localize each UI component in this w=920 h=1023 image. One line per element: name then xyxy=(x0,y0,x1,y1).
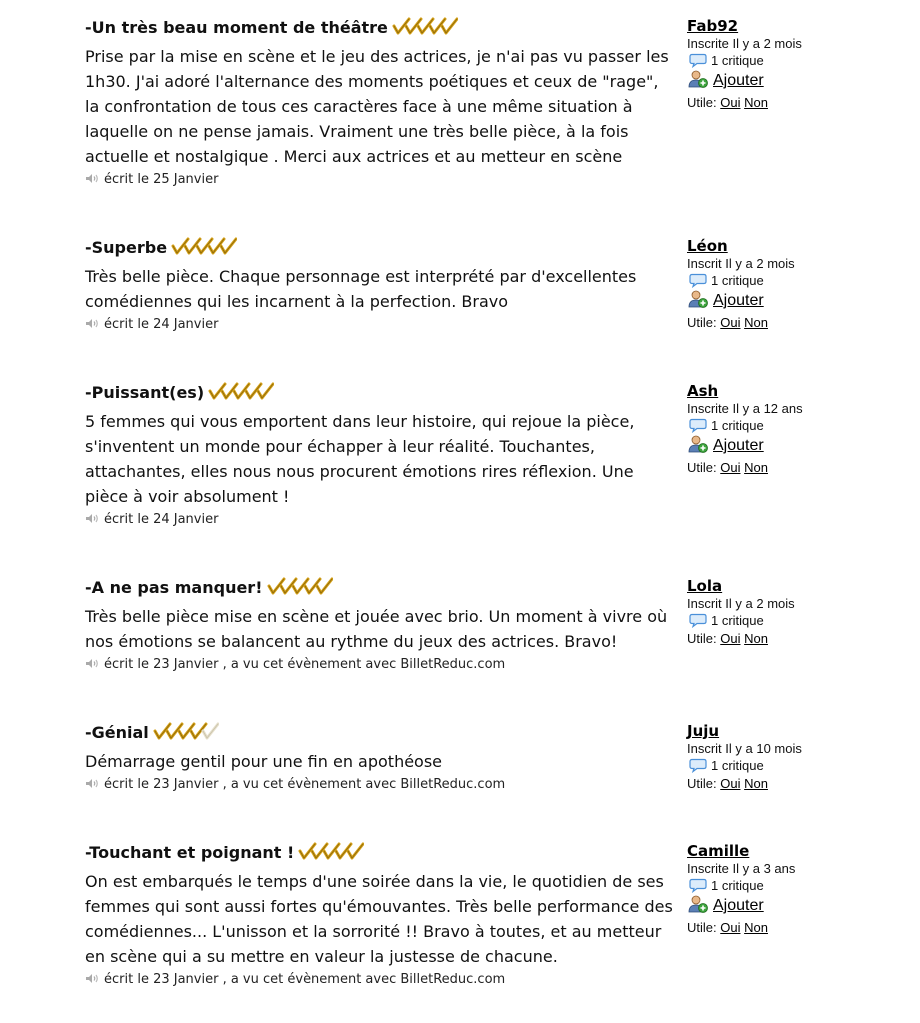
user-name-link[interactable]: Lola xyxy=(687,577,723,595)
add-user-row xyxy=(687,434,912,456)
review-date xyxy=(85,776,675,795)
useful-no-link[interactable]: Non xyxy=(744,315,768,330)
add-user-row xyxy=(687,289,912,311)
critique-count[interactable] xyxy=(687,757,912,774)
user-name-link[interactable]: Camille xyxy=(687,842,750,860)
critique-count[interactable] xyxy=(687,52,912,69)
user-since: Inscrit Il y a 2 mois xyxy=(687,256,795,271)
user-since: Inscrit Il y a 2 mois xyxy=(687,596,795,611)
critique-count[interactable] xyxy=(687,877,912,894)
speech-bubble-icon xyxy=(689,53,711,68)
review-title xyxy=(85,576,675,601)
critique-count-text[interactable]: 1 critique xyxy=(711,878,764,893)
add-user-row xyxy=(687,894,912,916)
review-body: Très belle pièce mise en scène et jouée avec brio. Un moment à vivre où nos émotions se balancent au rythme du jeux des actrices. Bravo! xyxy=(85,607,668,651)
add-user-icon xyxy=(687,897,713,914)
useful-vote xyxy=(687,458,912,478)
review-title xyxy=(85,721,675,746)
useful-label: Utile: xyxy=(687,776,717,791)
useful-no-link[interactable]: Non xyxy=(744,776,768,791)
useful-label: Utile: xyxy=(687,631,717,646)
speech-bubble-icon xyxy=(689,273,711,288)
speech-bubble-icon xyxy=(689,613,711,628)
add-user-icon xyxy=(687,437,713,454)
check-rating-icon xyxy=(208,381,274,406)
user-since: Inscrite Il y a 2 mois xyxy=(687,36,802,51)
add-user-icon xyxy=(687,72,713,89)
useful-vote xyxy=(687,93,912,113)
speaker-icon xyxy=(85,512,99,530)
review-date xyxy=(85,656,675,675)
review-title xyxy=(85,16,675,41)
critique-count-text[interactable]: 1 critique xyxy=(711,53,764,68)
add-user-link[interactable]: Ajouter xyxy=(713,437,764,454)
user-name-link[interactable]: Fab92 xyxy=(687,17,739,35)
review-body: Démarrage gentil pour une fin en apothéose xyxy=(85,752,443,771)
review-title xyxy=(85,236,675,261)
review-date-text: écrit le 24 Janvier xyxy=(104,512,219,527)
review-body: On est embarqués le temps d'une soirée dans la vie, le quotidien de ses femmes qui sont aussi fortes qu'émouvantes. Très belle performance des comédiennes... L'unisson et la sorrorité !! Bravo à toutes, et au metteur en scène qui a su mettre en valeur la justesse de chacune. xyxy=(85,872,673,966)
check-rating-icon xyxy=(153,721,219,746)
check-rating-icon xyxy=(171,236,237,261)
useful-vote xyxy=(687,629,912,649)
useful-label: Utile: xyxy=(687,920,717,935)
critique-count[interactable] xyxy=(687,612,912,629)
speaker-icon xyxy=(85,657,99,675)
review-body: 5 femmes qui vous emportent dans leur histoire, qui rejoue la pièce, s'inventent un monde pour échapper à leur réalité. Touchantes, attachantes, elles nous nous procurent émotions rires réflexion. Une pièce à voir absolument ! xyxy=(85,412,635,506)
useful-vote xyxy=(687,774,912,794)
add-user-row xyxy=(687,69,912,91)
review-body: Très belle pièce. Chaque personnage est interprété par d'excellentes comédiennes qui les incarnent à la perfection. Bravo xyxy=(85,267,637,311)
review-title xyxy=(85,381,675,406)
review-date xyxy=(85,971,675,990)
speaker-icon xyxy=(85,972,99,990)
critique-count-text[interactable]: 1 critique xyxy=(711,613,764,628)
useful-yes-link[interactable]: Oui xyxy=(720,776,741,791)
review-title-text: -Touchant et poignant ! xyxy=(85,843,295,862)
check-rating-icon xyxy=(267,576,333,601)
review-title-text: -Un très beau moment de théâtre xyxy=(85,18,388,37)
speaker-icon xyxy=(85,777,99,795)
review-title xyxy=(85,841,675,866)
useful-vote xyxy=(687,313,912,333)
user-name-link[interactable]: Léon xyxy=(687,237,728,255)
review-title-text: -Superbe xyxy=(85,238,168,257)
add-user-icon xyxy=(687,292,713,309)
review-date-text: écrit le 23 Janvier , a vu cet évènement avec BilletReduc.com xyxy=(104,972,506,987)
critique-count[interactable] xyxy=(687,417,912,434)
useful-label: Utile: xyxy=(687,460,717,475)
check-rating-icon xyxy=(392,16,458,41)
user-since: Inscrite Il y a 12 ans xyxy=(687,401,803,416)
speaker-icon xyxy=(85,317,99,335)
useful-yes-link[interactable]: Oui xyxy=(720,920,741,935)
review-title-text: -A ne pas manquer! xyxy=(85,578,263,597)
speech-bubble-icon xyxy=(689,758,711,773)
review-date xyxy=(85,171,675,190)
critique-count-text[interactable]: 1 critique xyxy=(711,758,764,773)
add-user-link[interactable]: Ajouter xyxy=(713,292,764,309)
check-rating-icon xyxy=(298,841,364,866)
add-user-link[interactable]: Ajouter xyxy=(713,897,764,914)
user-since: Inscrit Il y a 10 mois xyxy=(687,741,802,756)
useful-no-link[interactable]: Non xyxy=(744,920,768,935)
add-user-link[interactable]: Ajouter xyxy=(713,72,764,89)
critique-count[interactable] xyxy=(687,272,912,289)
useful-yes-link[interactable]: Oui xyxy=(720,460,741,475)
user-since: Inscrite Il y a 3 ans xyxy=(687,861,796,876)
useful-no-link[interactable]: Non xyxy=(744,631,768,646)
critique-count-text[interactable]: 1 critique xyxy=(711,273,764,288)
review-title-text: -Puissant(es) xyxy=(85,383,205,402)
speaker-icon xyxy=(85,172,99,190)
review-date-text: écrit le 24 Janvier xyxy=(104,317,219,332)
useful-yes-link[interactable]: Oui xyxy=(720,95,741,110)
speech-bubble-icon xyxy=(689,878,711,893)
review-date xyxy=(85,316,675,335)
useful-vote xyxy=(687,918,912,938)
review-date xyxy=(85,511,675,530)
useful-yes-link[interactable]: Oui xyxy=(720,315,741,330)
user-name-link[interactable]: Juju xyxy=(687,722,720,740)
speech-bubble-icon xyxy=(689,418,711,433)
review-date-text: écrit le 23 Janvier , a vu cet évènement avec BilletReduc.com xyxy=(104,777,506,792)
useful-no-link[interactable]: Non xyxy=(744,95,768,110)
review-date-text: écrit le 25 Janvier xyxy=(104,172,219,187)
useful-label: Utile: xyxy=(687,315,717,330)
review-title-text: -Génial xyxy=(85,723,149,742)
review-date-text: écrit le 23 Janvier , a vu cet évènement avec BilletReduc.com xyxy=(104,657,506,672)
review-body: Prise par la mise en scène et le jeu des actrices, je n'ai pas vu passer les 1h30. J'ai adoré l'alternance des moments poétiques et ceux de "rage", la confrontation de tous ces caractères face à une même situation à laquelle on ne pense jamais. Vraiment une très belle pièce, à la fois actuelle et nostalgique . Merci aux actrices et au metteur en scène xyxy=(85,47,669,166)
useful-no-link[interactable]: Non xyxy=(744,460,768,475)
user-name-link[interactable]: Ash xyxy=(687,382,719,400)
useful-label: Utile: xyxy=(687,95,717,110)
useful-yes-link[interactable]: Oui xyxy=(720,631,741,646)
critique-count-text[interactable]: 1 critique xyxy=(711,418,764,433)
